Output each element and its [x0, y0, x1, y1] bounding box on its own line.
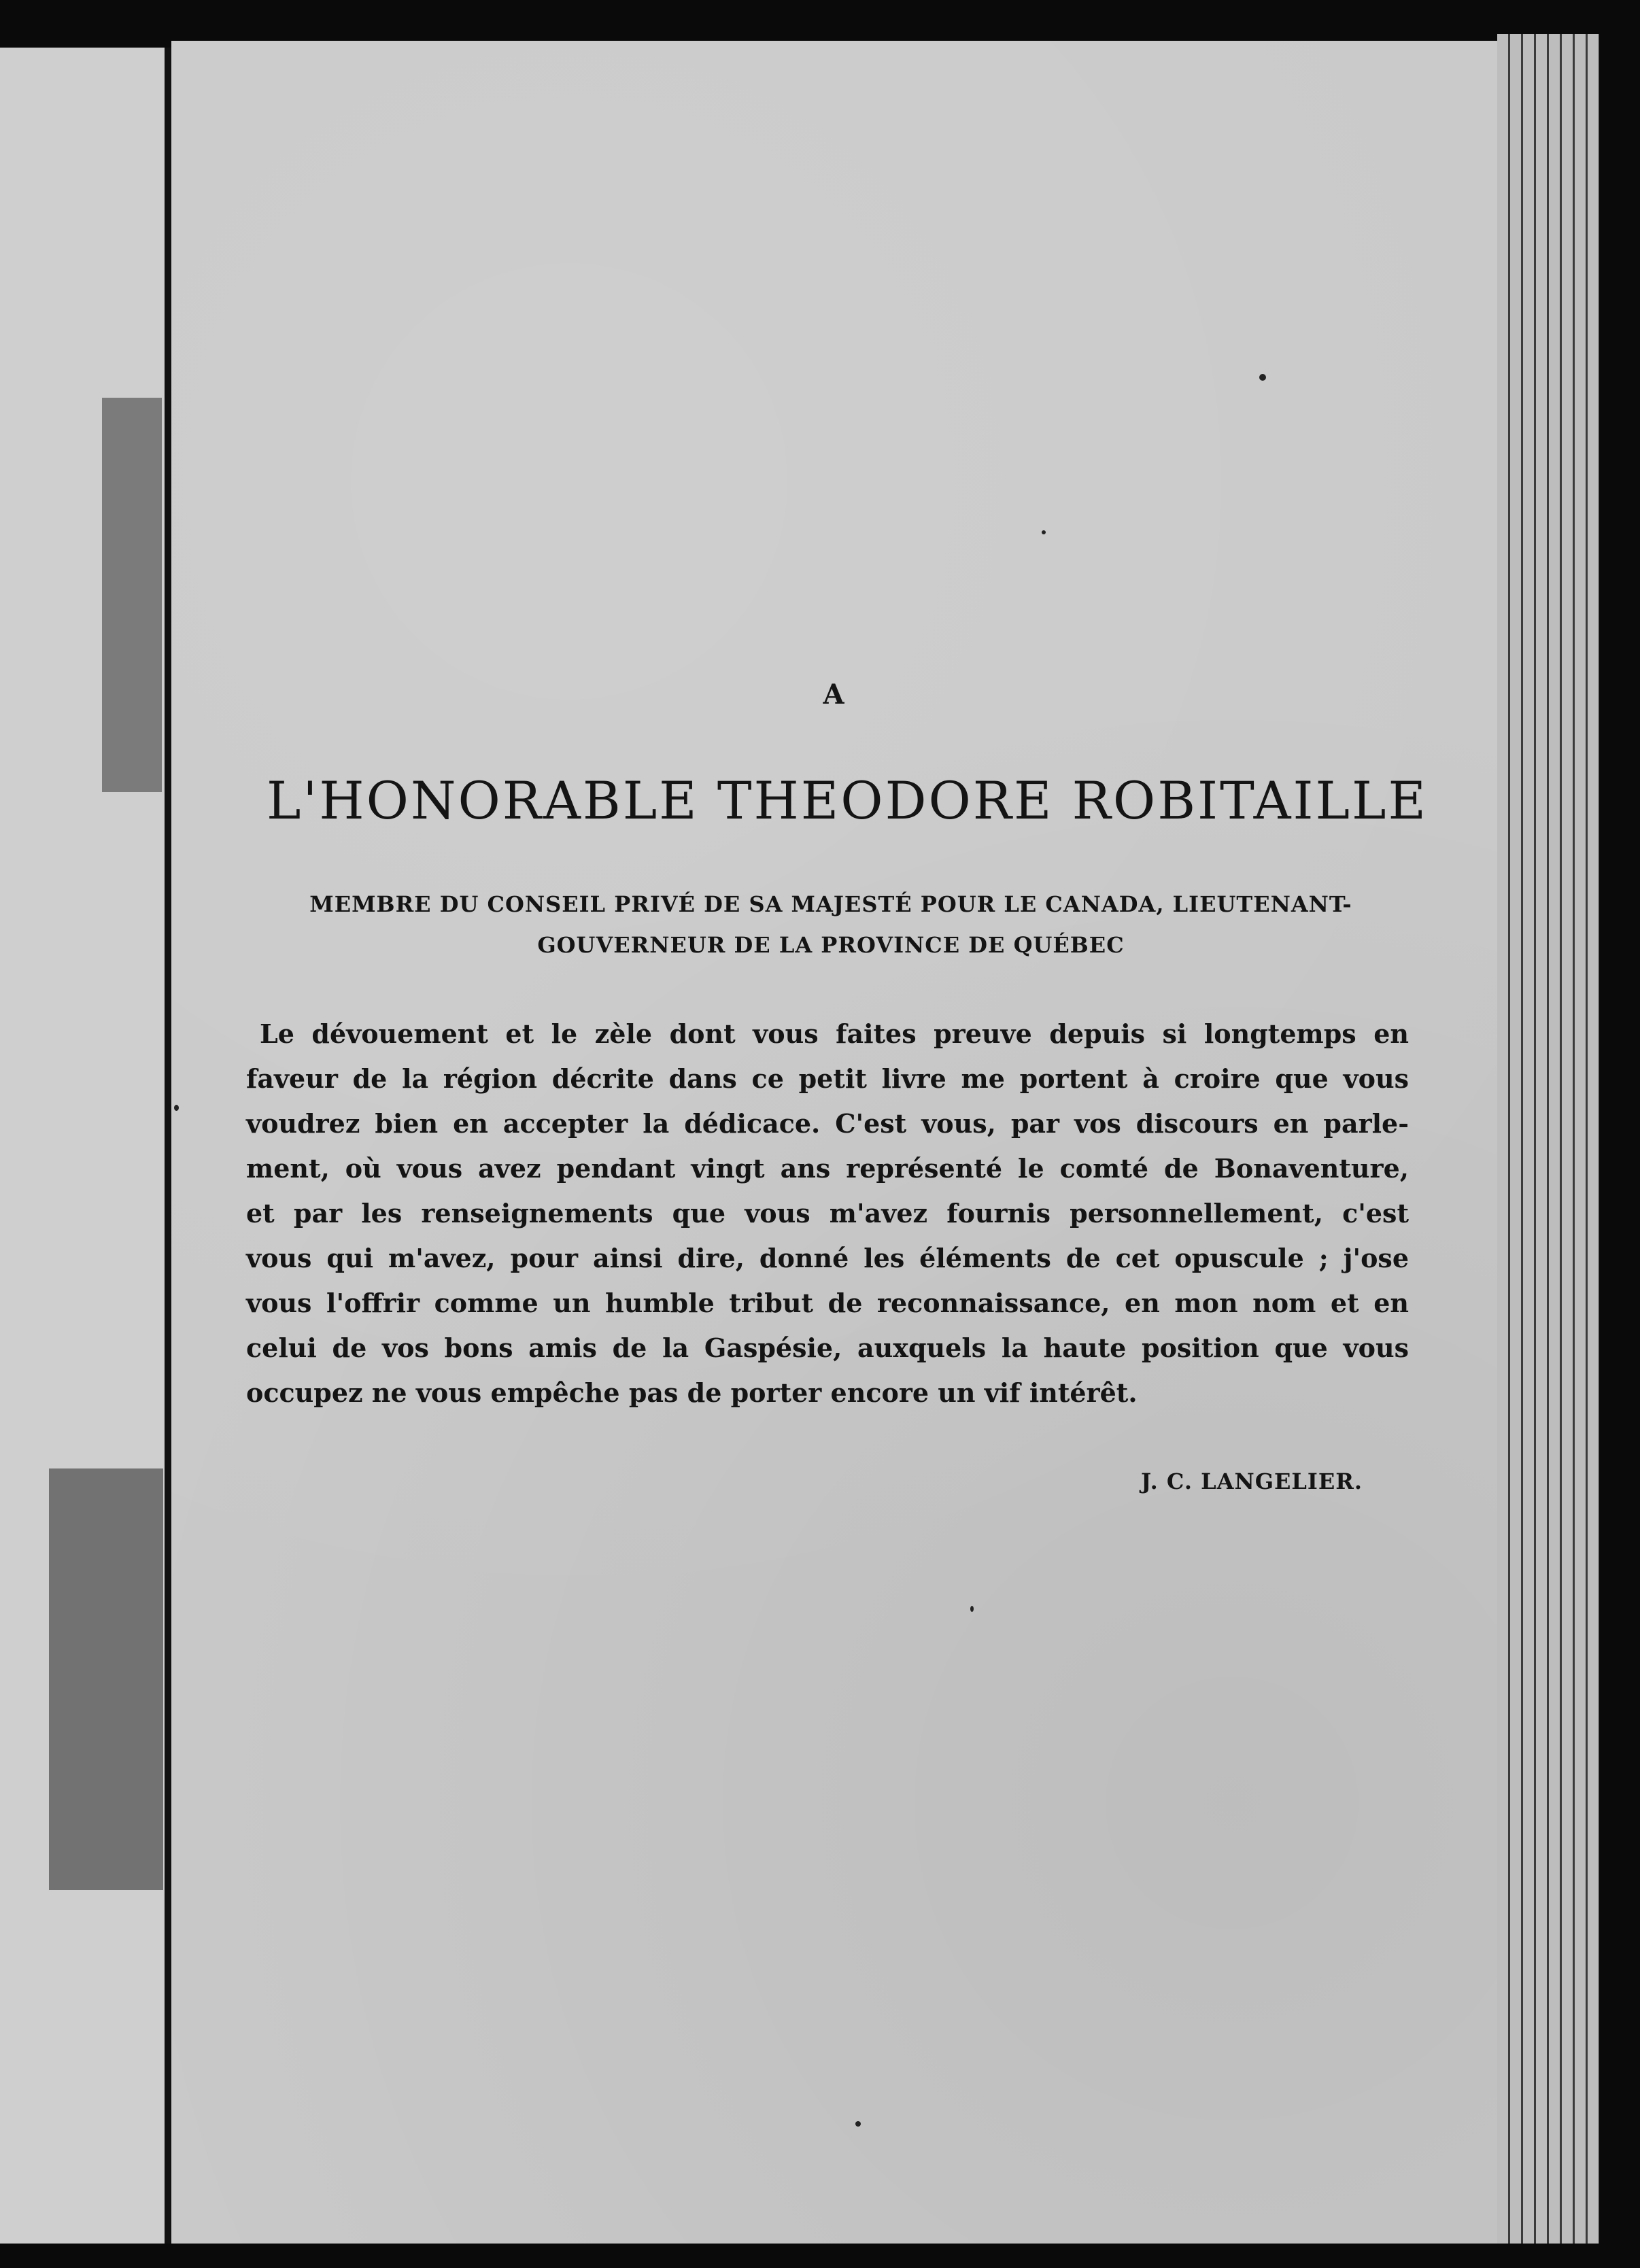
paragraph-line: et par les renseignements que vous m'avez fournis personnellement, c'est [246, 1198, 1409, 1228]
dedication-text [171, 41, 1497, 2244]
paragraph-line: occupez ne vous empêche pas de porter encore un vif intérêt. [246, 1377, 1138, 1408]
honoree-title: L'HONORABLE THEODORE ROBITAILLE [267, 770, 1428, 831]
previous-page-edge [0, 48, 165, 2244]
paragraph-line: Le dévouement et le zèle dont vous faites preuve depuis si longtemps en [260, 1018, 1409, 1049]
margin-stain [102, 398, 162, 792]
office-line: GOUVERNEUR DE LA PROVINCE DE QUÉBEC [537, 932, 1125, 958]
honoree-offices [239, 884, 1422, 965]
paragraph-line: ment, où vous avez pendant vingt ans représenté le comté de Bonaventure, [246, 1153, 1409, 1184]
office-line: MEMBRE DU CONSEIL PRIVÉ DE SA MAJESTÉ POUR LE CANADA, LIEUTENANT- [309, 891, 1352, 917]
margin-stain [49, 1468, 163, 1890]
paragraph-line: vous qui m'avez, pour ainsi dire, donné les éléments de cet opuscule ; j'ose [246, 1243, 1409, 1273]
dedication-page [171, 41, 1497, 2244]
author-signature: J. C. LANGELIER. [1140, 1468, 1363, 1494]
paragraph-line: voudrez bien en accepter la dédicace. C'est vous, par vos discours en parle- [246, 1108, 1409, 1139]
paragraph-line: celui de vos bons amis de la Gaspésie, auxquels la haute position que vous [246, 1333, 1409, 1363]
paragraph-line: vous l'offrir comme un humble tribut de reconnaissance, en mon nom et en [246, 1288, 1409, 1318]
dedication-paragraph [246, 1012, 1409, 1415]
dedication-preposition: A [823, 678, 846, 710]
paragraph-line: faveur de la région décrite dans ce petit livre me portent à croire que vous [246, 1063, 1409, 1094]
binding-gutter [165, 48, 171, 2244]
stacked-page-edges [1497, 34, 1599, 2244]
